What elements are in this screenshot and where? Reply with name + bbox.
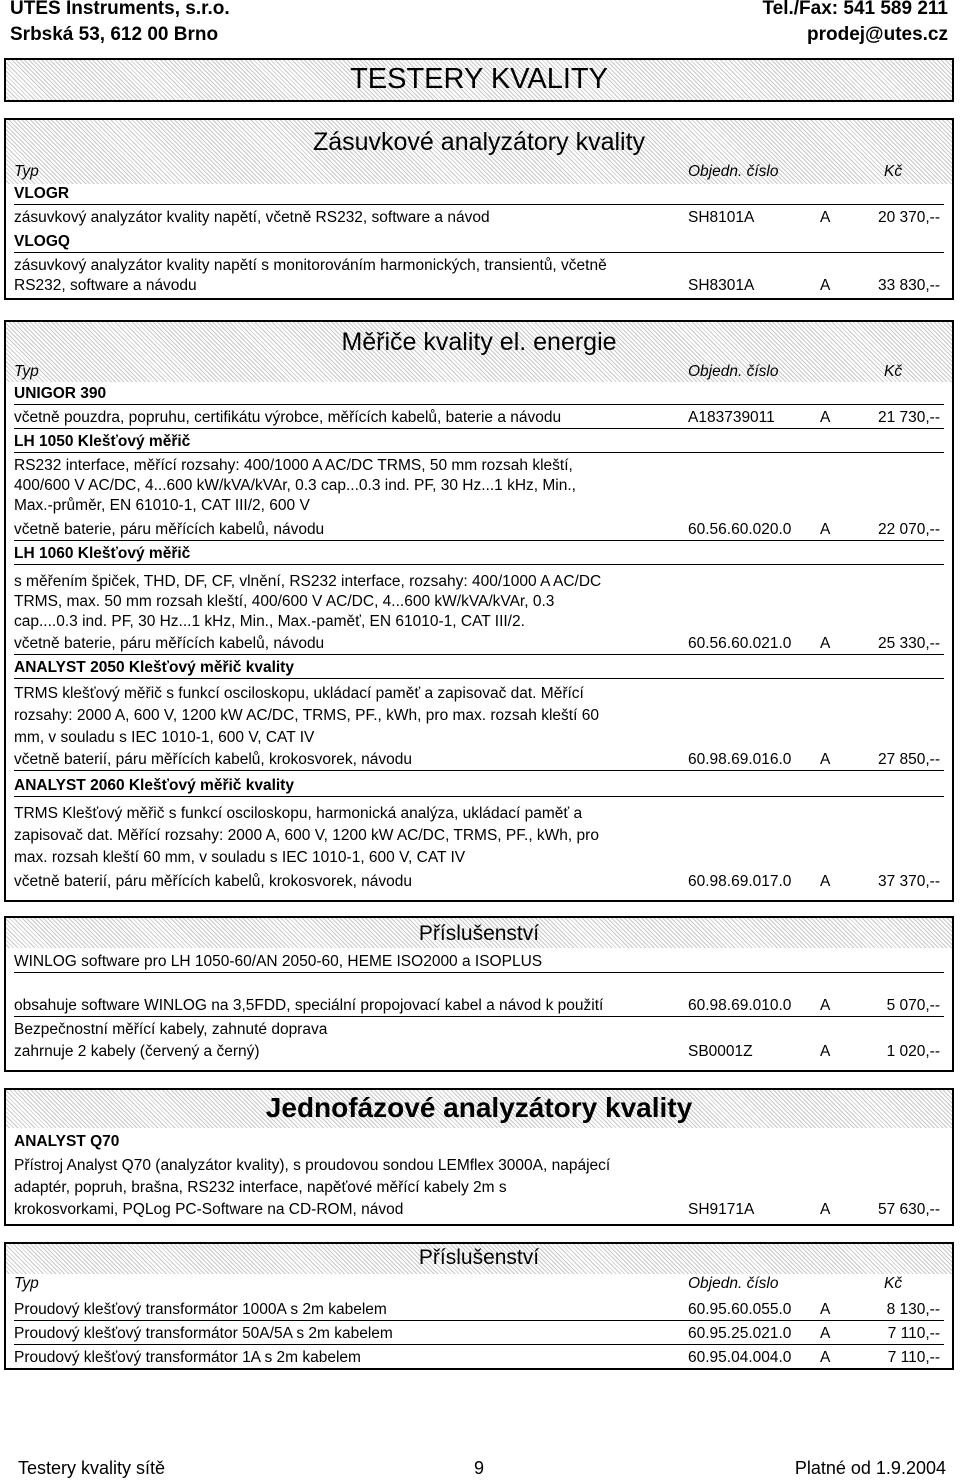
availability: A xyxy=(820,521,831,538)
availability: A xyxy=(820,409,831,426)
product-row xyxy=(14,872,944,892)
order-code: SH8301A xyxy=(688,277,755,294)
section-prislusenstvi-1 xyxy=(4,916,954,1072)
footer-title: Testery kvality sítě xyxy=(18,1458,166,1478)
availability: A xyxy=(820,751,831,768)
price: 7 110,-- xyxy=(887,1325,940,1342)
product-name: LH 1050 Klešťový měřič xyxy=(14,432,944,453)
availability: A xyxy=(820,277,831,294)
column-header-row xyxy=(14,162,944,182)
availability: A xyxy=(820,1301,831,1318)
product-row xyxy=(14,634,944,655)
product-desc: zásuvkový analyzátor kvality napětí s monitorováním harmonických, transientů, včetně xyxy=(14,257,607,274)
product-desc: Max.-průměr, EN 61010-1, CAT III/2, 600 V xyxy=(14,497,310,514)
product-name: LH 1060 Klešťový měřič xyxy=(14,544,944,565)
product-desc: 400/600 V AC/DC, 4...600 kW/kVA/kVAr, 0.3 cap...0.3 ind. PF, 30 Hz...1 kHz, Min., xyxy=(14,477,576,494)
price: 7 110,-- xyxy=(887,1349,940,1366)
price: 5 070,-- xyxy=(886,997,940,1014)
col-objedn: Objedn. číslo xyxy=(688,1275,779,1292)
product-desc: včetně baterie, páru měřících kabelů, návodu xyxy=(14,521,325,538)
product-desc: zásuvkový analyzátor kvality napětí, včetně RS232, software a návod xyxy=(14,209,490,226)
product-row xyxy=(14,1042,944,1062)
product-name: VLOGQ xyxy=(14,232,944,253)
availability: A xyxy=(820,1349,831,1366)
price: 25 330,-- xyxy=(877,635,940,652)
product-desc: adaptér, popruh, brašna, RS232 interface, napěťové měřící kabely 2m s xyxy=(14,1179,507,1196)
section-prislusenstvi-2 xyxy=(4,1242,954,1370)
section-title: Měřiče kvality el. energie xyxy=(341,328,617,356)
price: 1 020,-- xyxy=(886,1043,940,1060)
product-desc: Proudový klešťový transformátor 50A/5A s 2m kabelem xyxy=(14,1325,393,1342)
order-code: 60.98.69.017.0 xyxy=(688,873,792,890)
product-name: ANALYST 2050 Klešťový měřič kvality xyxy=(14,658,944,679)
section-title: Příslušenství xyxy=(418,1246,540,1269)
company-name: UTES Instruments, s.r.o. xyxy=(10,0,230,19)
table-row xyxy=(14,1348,944,1368)
product-desc: obsahuje software WINLOG na 3,5FDD, speciální propojovací kabel a návod k použití xyxy=(14,997,604,1014)
col-typ: Typ xyxy=(14,1275,39,1292)
product-name: Bezpečnostní měřící kabely, zahnuté doprava xyxy=(14,1021,328,1038)
col-objedn: Objedn. číslo xyxy=(688,363,779,380)
price: 37 370,-- xyxy=(877,873,940,890)
product-desc: max. rozsah kleští 60 mm, v souladu s IEC 1010-1, 600 V, CAT IV xyxy=(14,849,466,866)
company-address: Srbská 53, 612 00 Brno xyxy=(10,24,219,45)
product-desc: zapisovač dat. Měřící rozsahy: 2000 A, 600 V, 1200 kW AC/DC, TRMS, PF., kWh, pro xyxy=(14,827,599,844)
section-zasuvkove xyxy=(4,118,954,300)
table-row xyxy=(14,1300,944,1321)
order-code: 60.56.60.020.0 xyxy=(688,521,792,538)
product-row xyxy=(14,408,944,429)
order-code: SH9171A xyxy=(688,1201,755,1218)
section-title: Jednofázové analyzátory kvality xyxy=(265,1092,693,1123)
product-row xyxy=(14,208,944,228)
order-code: 60.95.25.021.0 xyxy=(688,1325,792,1342)
section-merice xyxy=(4,320,954,902)
column-header-row xyxy=(14,1274,944,1294)
product-name: VLOGR xyxy=(14,184,944,205)
product-desc: mm, v souladu s IEC 1010-1, 600 V, CAT IV xyxy=(14,729,315,746)
price: 20 370,-- xyxy=(877,209,940,226)
table-row xyxy=(14,1324,944,1345)
product-desc: s měřením špiček, THD, DF, CF, vlnění, RS232 interface, rozsahy: 400/1000 A AC/DC xyxy=(14,573,602,590)
price: 8 130,-- xyxy=(886,1301,940,1318)
price: 27 850,-- xyxy=(877,751,940,768)
product-row xyxy=(14,276,944,296)
footer-valid-from: Platné od 1.9.2004 xyxy=(794,1458,946,1478)
availability: A xyxy=(820,1325,831,1342)
company-email[interactable]: prodej@utes.cz xyxy=(807,24,948,45)
product-desc: Přístroj Analyst Q70 (analyzátor kvality), s proudovou sondou LEMflex 3000A, napájecí xyxy=(14,1157,611,1174)
product-row xyxy=(14,750,944,771)
availability: A xyxy=(820,1043,831,1060)
product-desc: Proudový klešťový transformátor 1000A s 2m kabelem xyxy=(14,1301,387,1318)
availability: A xyxy=(820,997,831,1014)
col-kc: Kč xyxy=(884,163,903,180)
product-name: WINLOG software pro LH 1050-60/AN 2050-60, HEME ISO2000 a ISOPLUS xyxy=(14,952,944,973)
availability: A xyxy=(820,1201,831,1218)
section-jednofazove xyxy=(4,1088,954,1226)
price: 22 070,-- xyxy=(877,521,940,538)
availability: A xyxy=(820,209,831,226)
order-code: SB0001Z xyxy=(688,1043,753,1060)
price: 33 830,-- xyxy=(877,277,940,294)
product-row xyxy=(14,996,944,1017)
order-code: SH8101A xyxy=(688,209,755,226)
main-title: TESTERY KVALITY xyxy=(350,63,608,95)
product-desc: TRMS, max. 50 mm rozsah kleští, 400/600 V AC/DC, 4...600 kW/kVA/kVAr, 0.3 xyxy=(14,593,555,610)
col-typ: Typ xyxy=(14,363,39,380)
product-desc: cap....0.3 ind. PF, 30 Hz...1 kHz, Min., Max.-paměť, EN 61010-1, CAT III/2. xyxy=(14,613,525,630)
product-desc: včetně pouzdra, popruhu, certifikátu výrobce, měřících kabelů, baterie a návodu xyxy=(14,409,562,426)
product-desc: RS232 interface, měřící rozsahy: 400/1000 A AC/DC TRMS, 50 mm rozsah kleští, xyxy=(14,457,573,474)
section-title: Příslušenství xyxy=(418,922,540,945)
order-code: 60.95.60.055.0 xyxy=(688,1301,792,1318)
page-number: 9 xyxy=(474,1458,485,1478)
order-code: 60.56.60.021.0 xyxy=(688,635,792,652)
price: 57 630,-- xyxy=(877,1201,940,1218)
product-desc: krokosvorkami, PQLog PC-Software na CD-ROM, návod xyxy=(14,1201,404,1218)
company-phone: Tel./Fax: 541 589 211 xyxy=(762,0,948,19)
product-desc: včetně baterií, páru měřících kabelů, krokosvorek, návodu xyxy=(14,873,413,890)
main-title-box xyxy=(4,58,954,102)
col-kc: Kč xyxy=(884,1275,903,1292)
product-desc: Proudový klešťový transformátor 1A s 2m kabelem xyxy=(14,1349,361,1366)
product-name: ANALYST 2060 Klešťový měřič kvality xyxy=(14,776,944,797)
product-desc: TRMS Klešťový měřič s funkcí osciloskopu, harmonická analýza, ukládací paměť a xyxy=(14,805,583,822)
product-desc: RS232, software a návodu xyxy=(14,277,197,294)
product-name: ANALYST Q70 xyxy=(14,1133,120,1150)
product-desc: TRMS klešťový měřič s funkcí osciloskopu, ukládací paměť a zapisovač dat. Měřící xyxy=(14,685,584,702)
availability: A xyxy=(820,873,831,890)
order-code: 60.98.69.016.0 xyxy=(688,751,792,768)
product-row xyxy=(14,1200,944,1220)
product-name: UNIGOR 390 xyxy=(14,384,944,405)
availability: A xyxy=(820,635,831,652)
col-objedn: Objedn. číslo xyxy=(688,163,779,180)
col-kc: Kč xyxy=(884,363,903,380)
column-header-row xyxy=(14,362,944,382)
order-code: 60.95.04.004.0 xyxy=(688,1349,792,1366)
section-title: Zásuvkové analyzátory kvality xyxy=(312,128,646,156)
order-code: 60.98.69.010.0 xyxy=(688,997,792,1014)
product-desc: včetně baterií, páru měřících kabelů, krokosvorek, návodu xyxy=(14,751,413,768)
product-desc: rozsahy: 2000 A, 600 V, 1200 kW AC/DC, TRMS, PF., kWh, pro max. rozsah kleští 60 xyxy=(14,707,599,724)
order-code: A183739011 xyxy=(688,409,775,426)
product-desc: zahrnuje 2 kabely (červený a černý) xyxy=(14,1043,260,1060)
product-desc: včetně baterie, páru měřících kabelů, návodu xyxy=(14,635,325,652)
price: 21 730,-- xyxy=(877,409,940,426)
col-typ: Typ xyxy=(14,163,39,180)
product-row xyxy=(14,520,944,541)
